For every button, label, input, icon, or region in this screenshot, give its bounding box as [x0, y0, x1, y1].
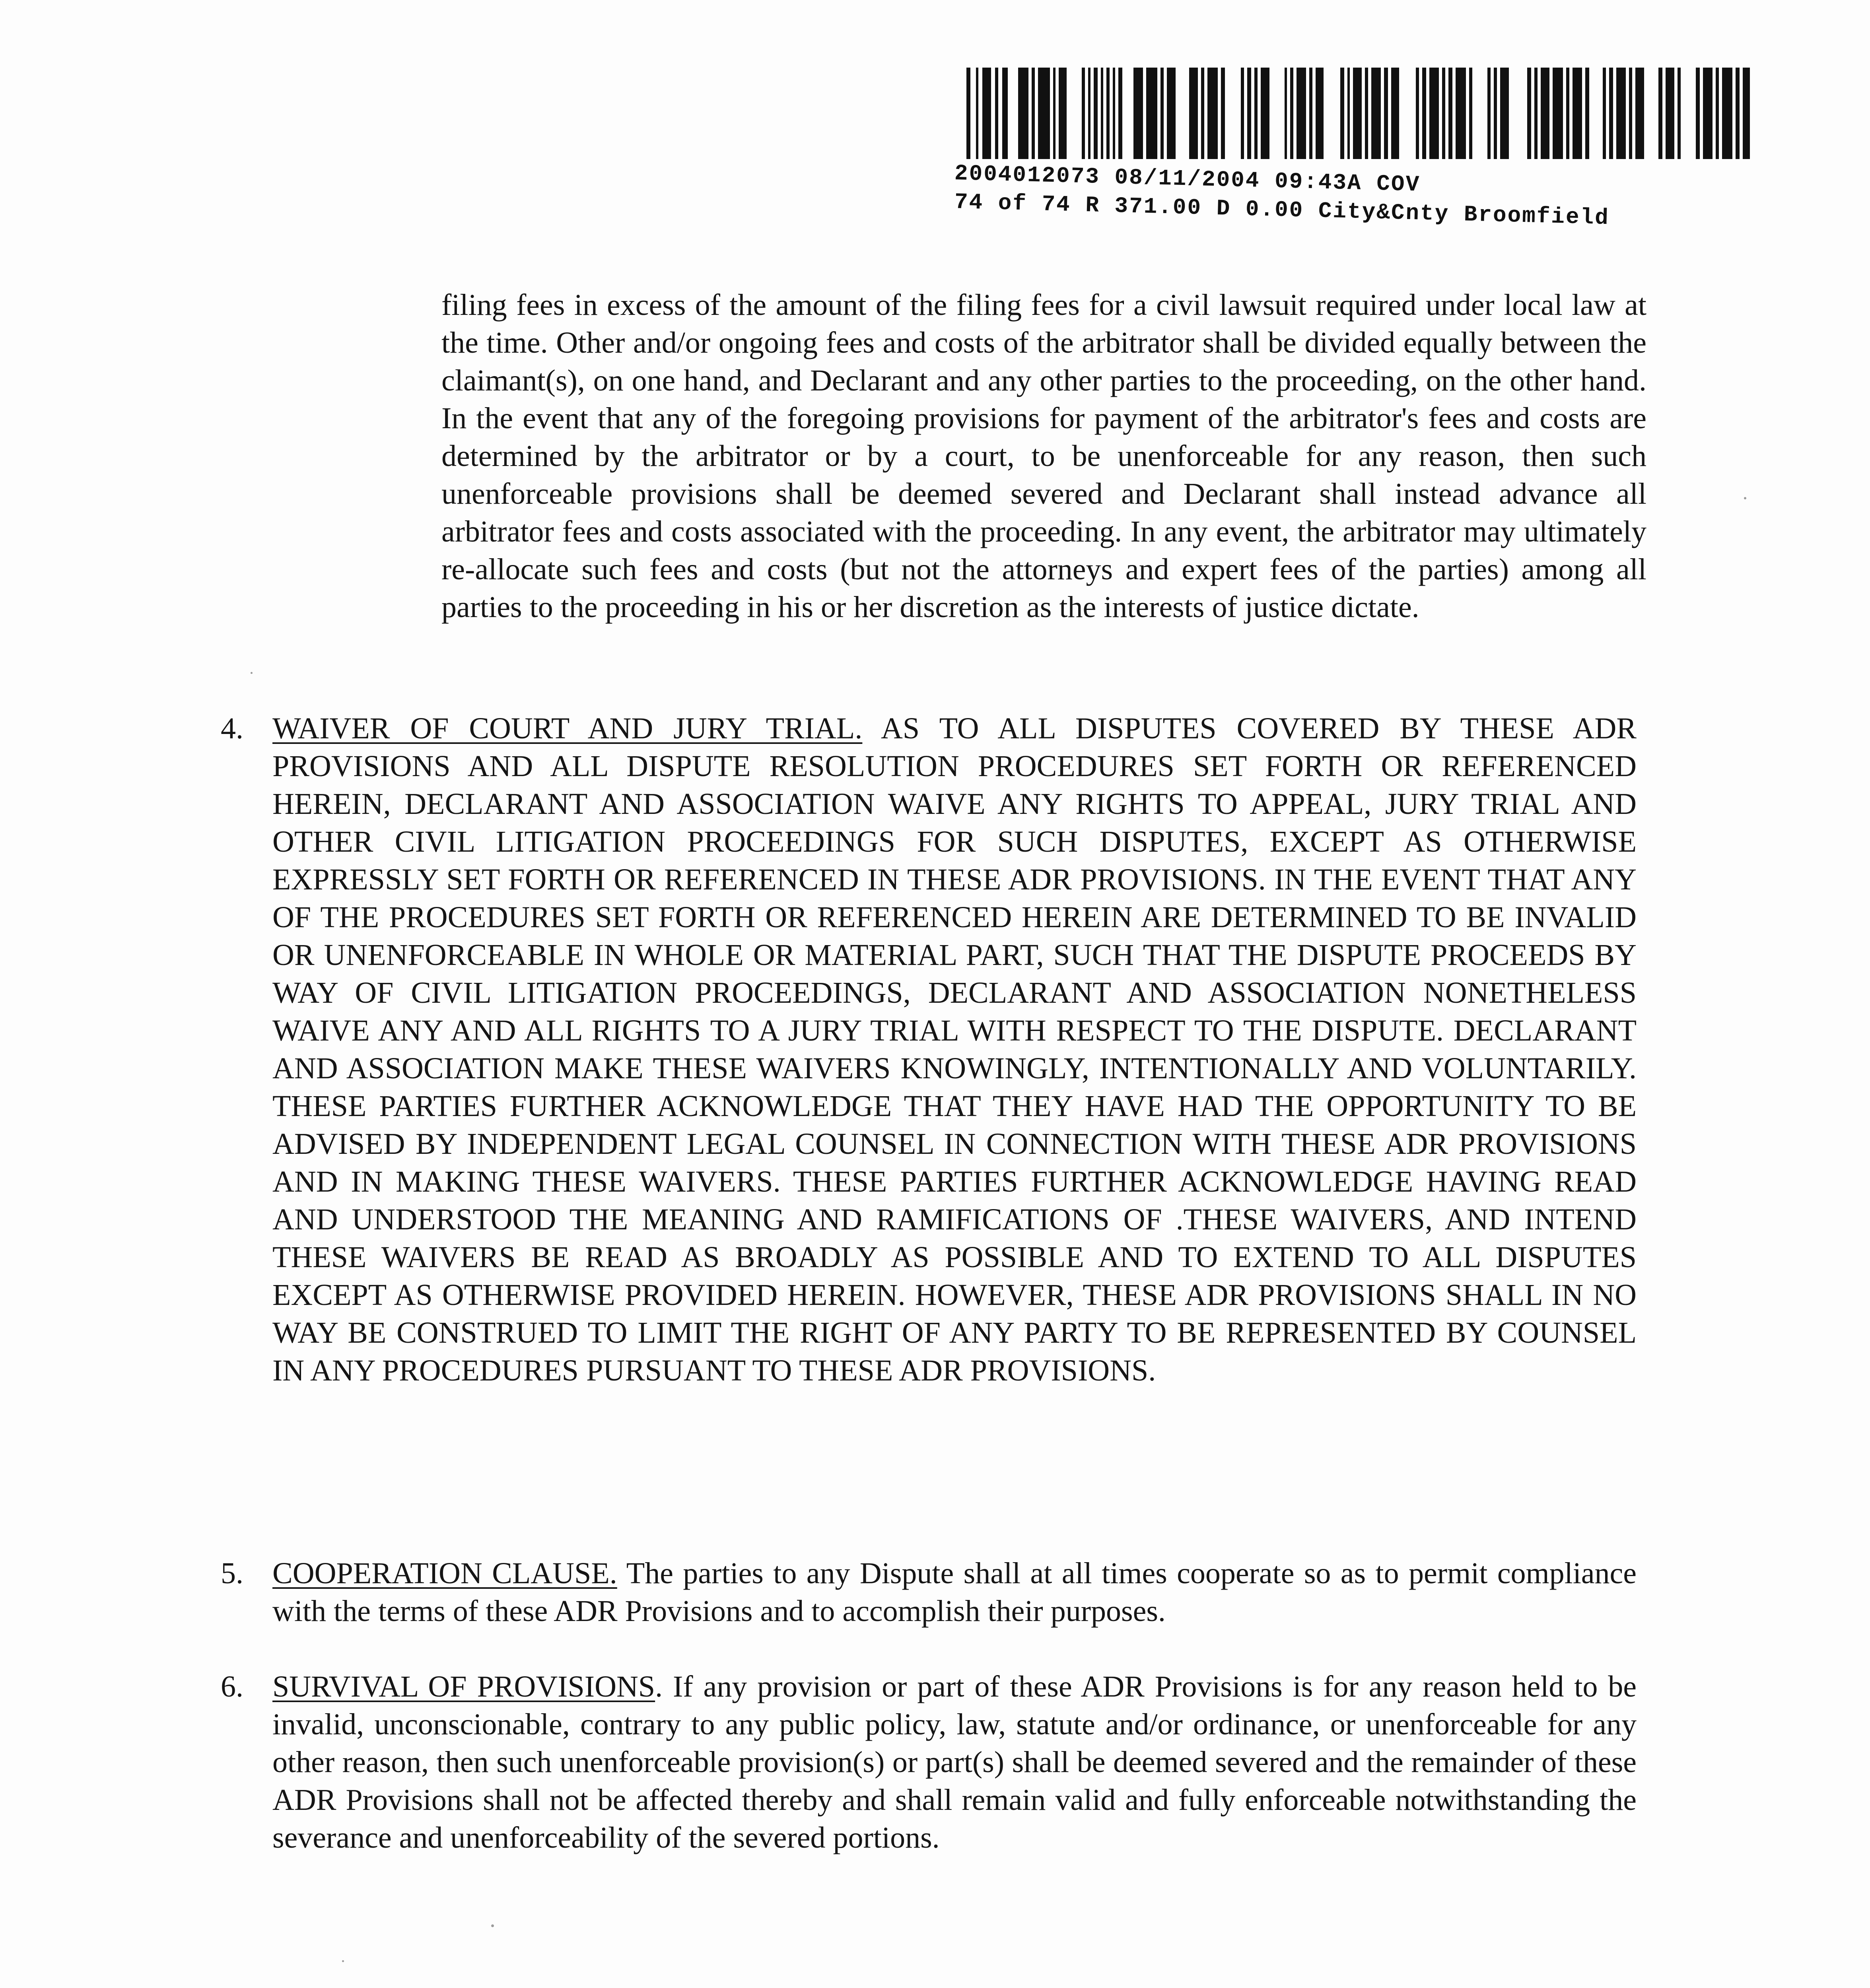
scan-speck — [342, 1960, 344, 1962]
section-heading: WAIVER OF COURT AND JURY TRIAL. — [272, 712, 863, 745]
continuation-paragraph: filing fees in excess of the amount of the filing fees for a civil lawsuit required under local law at the time. Other and/or ongoing fees and costs of the arbitrator shall be divided equally between the claimant(s), on one hand, and Declarant and any other parties to the proceeding, on the other hand. In the event that any of the foregoing provisions for payment of the arbitrator's fees and costs are determined by the arbitrator or by a court, to be unenforceable for any reason, then such unenforceable provisions shall be deemed severed and Declarant shall instead advance all arbitrator fees and costs associated with the proceeding. In any event, the arbitrator may ultimately re-allocate such fees and costs (but not the attorneys and expert fees of the parties) among all parties to the proceeding in his or her discretion as the interests of justice dictate. — [441, 288, 1646, 624]
stamp-fee-line: 74 of 74 R 371.00 D 0.00 City&Cnty Broomfield — [954, 189, 1610, 231]
scan-speck — [251, 672, 253, 674]
recording-stamp — [954, 68, 1810, 231]
scan-speck — [491, 1924, 494, 1927]
section-text: . If any provision or part of these ADR Provisions is for any reason held to be invalid, unconscionable, contrary to any public policy, law, statute and/or ordinance, or unenforceable for any other reason, then such unenforceable provision(s) or part(s) shall be deemed severed and the remainder of these ADR Provisions shall not be affected thereby and shall remain valid and fully enforceable notwithstanding the severance and unenforceability of the severed portions. — [272, 1670, 1637, 1854]
scan-speck — [1744, 497, 1746, 499]
section-body — [272, 710, 1637, 1390]
section-text: The parties to any Dispute shall at all times cooperate so as to permit compliance with the terms of these ADR Provisions and to accomplish their purposes. — [272, 1557, 1637, 1628]
section-number: 4. — [221, 712, 243, 745]
stamp-reception-line: 2004012073 08/11/2004 09:43A COV — [954, 161, 1421, 198]
section-heading: SURVIVAL OF PROVISIONS — [272, 1670, 655, 1703]
section-number: 5. — [221, 1557, 243, 1590]
section-heading: COOPERATION CLAUSE. — [272, 1557, 617, 1590]
section-body — [272, 1555, 1637, 1630]
section-text: AS TO ALL DISPUTES COVERED BY THESE ADR PROVISIONS AND ALL DISPUTE RESOLUTION PROCEDURES SET FORTH OR REFERENCED HEREIN, DECLARANT AND ASSOCIATION WAIVE ANY RIGHTS TO APPEAL, JURY TRIAL AND OTHER CIVIL LITIGATION PROCEEDINGS FOR SUCH DISPUTES, EXCEPT AS OTHERWISE EXPRESSLY SET FORTH OR REFERENCED IN THESE ADR PROVISIONS. IN THE EVENT THAT ANY OF THE PROCEDURES SET FORTH OR REFERENCED HEREIN ARE DETERMINED TO BE INVALID OR UNENFORCEABLE IN WHOLE OR MATERIAL PART, SUCH THAT THE DISPUTE PROCEEDS BY WAY OF CIVIL LITIGATION PROCEEDINGS, DECLARANT AND ASSOCIATION NONETHELESS WAIVE ANY AND ALL RIGHTS TO A JURY TRIAL WITH RESPECT TO THE DISPUTE. DECLARANT AND ASSOCIATION MAKE THESE WAIVERS KNOWINGLY, INTENTIONALLY AND VOLUNTARILY. THESE PARTIES FURTHER ACKNOWLEDGE THAT THEY HAVE HAD THE OPPORTUNITY TO BE ADVISED BY INDEPENDENT LEGAL COUNSEL IN CONNECTION WITH THESE ADR PROVISIONS AND IN MAKING THESE WAIVERS. THESE PARTIES FURTHER ACKNOWLEDGE HAVING READ AND UNDERSTOOD THE MEANING AND RAMIFICATIONS OF .THESE WAIVERS, AND INTEND THESE WAIVERS BE READ AS BROADLY AS POSSIBLE AND TO EXTEND TO ALL DISPUTES EXCEPT AS OTHERWISE PROVIDED HEREIN. HOWEVER, THESE ADR PROVISIONS SHALL IN NO WAY BE CONSTRUED TO LIMIT THE RIGHT OF ANY PARTY TO BE REPRESENTED BY COUNSEL IN ANY PROCEDURES PURSUANT TO THESE ADR PROVISIONS. — [272, 712, 1637, 1387]
section-number: 6. — [221, 1670, 243, 1703]
section-body — [272, 1668, 1637, 1857]
barcode-icon — [966, 68, 1750, 159]
